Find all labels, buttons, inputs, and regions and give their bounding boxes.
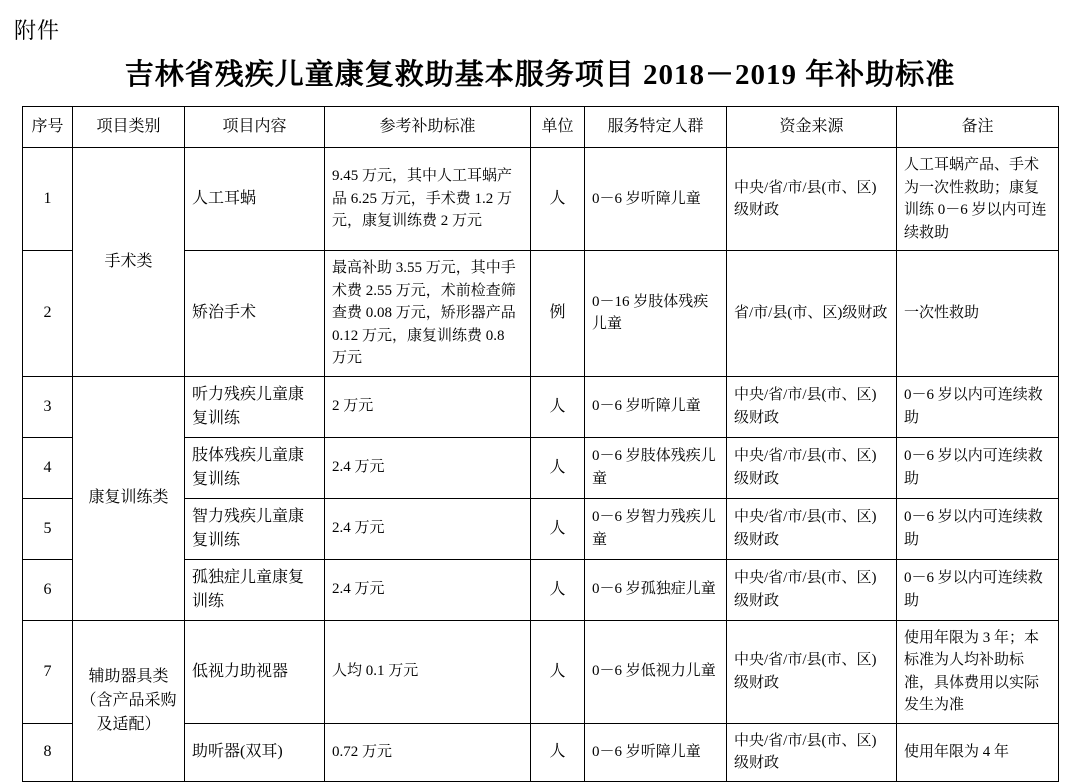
cell-funding: 省/市/县(市、区)级财政	[727, 251, 897, 377]
cell-unit: 人	[531, 376, 585, 437]
cell-standard: 2.4 万元	[325, 498, 531, 559]
cell-index: 3	[23, 376, 73, 437]
cell-group: 0－6 岁听障儿童	[585, 148, 727, 251]
cell-index: 5	[23, 498, 73, 559]
attachment-label: 附件	[14, 18, 61, 43]
table-row	[23, 620, 1059, 723]
column-header-note: 备注	[897, 107, 1059, 148]
cell-index: 4	[23, 437, 73, 498]
cell-group: 0－6 岁孤独症儿童	[585, 559, 727, 620]
cell-group: 0－6 岁低视力儿童	[585, 620, 727, 723]
cell-funding: 中央/省/市/县(市、区)级财政	[727, 723, 897, 781]
cell-category: 辅助器具类（含产品采购及适配）	[73, 620, 185, 781]
cell-unit: 人	[531, 620, 585, 723]
cell-note: 一次性救助	[897, 251, 1059, 377]
cell-standard: 2 万元	[325, 376, 531, 437]
cell-funding: 中央/省/市/县(市、区)级财政	[727, 559, 897, 620]
cell-group: 0－6 岁听障儿童	[585, 376, 727, 437]
cell-index: 7	[23, 620, 73, 723]
cell-standard: 2.4 万元	[325, 437, 531, 498]
cell-note: 0－6 岁以内可连续救助	[897, 498, 1059, 559]
cell-category: 康复训练类	[73, 376, 185, 620]
cell-item: 孤独症儿童康复训练	[185, 559, 325, 620]
cell-index: 2	[23, 251, 73, 377]
cell-standard: 0.72 万元	[325, 723, 531, 781]
cell-unit: 人	[531, 723, 585, 781]
cell-note: 使用年限为 4 年	[897, 723, 1059, 781]
subsidy-standards-table	[22, 106, 1059, 782]
column-header-item: 项目内容	[185, 107, 325, 148]
column-header-funding: 资金来源	[727, 107, 897, 148]
cell-category: 手术类	[73, 148, 185, 377]
cell-note: 人工耳蜗产品、手术为一次性救助；康复训练 0－6 岁以内可连续救助	[897, 148, 1059, 251]
cell-funding: 中央/省/市/县(市、区)级财政	[727, 376, 897, 437]
cell-unit: 人	[531, 148, 585, 251]
cell-item: 低视力助视器	[185, 620, 325, 723]
column-header-category: 项目类别	[73, 107, 185, 148]
cell-group: 0－6 岁智力残疾儿童	[585, 498, 727, 559]
cell-group: 0－16 岁肢体残疾儿童	[585, 251, 727, 377]
table-row	[23, 376, 1059, 437]
column-header-standard: 参考补助标准	[325, 107, 531, 148]
cell-index: 8	[23, 723, 73, 781]
cell-item: 肢体残疾儿童康复训练	[185, 437, 325, 498]
cell-group: 0－6 岁肢体残疾儿童	[585, 437, 727, 498]
cell-funding: 中央/省/市/县(市、区)级财政	[727, 498, 897, 559]
cell-note: 0－6 岁以内可连续救助	[897, 437, 1059, 498]
cell-funding: 中央/省/市/县(市、区)级财政	[727, 437, 897, 498]
cell-index: 1	[23, 148, 73, 251]
cell-standard: 9.45 万元，其中人工耳蜗产品 6.25 万元，手术费 1.2 万元，康复训练费 2 万元	[325, 148, 531, 251]
cell-unit: 例	[531, 251, 585, 377]
table-row	[23, 148, 1059, 251]
cell-standard: 最高补助 3.55 万元，其中手术费 2.55 万元，术前检查筛查费 0.08 万元，矫形器产品 0.12 万元，康复训练费 0.8 万元	[325, 251, 531, 377]
cell-item: 听力残疾儿童康复训练	[185, 376, 325, 437]
column-header-unit: 单位	[531, 107, 585, 148]
column-header-index: 序号	[23, 107, 73, 148]
cell-note: 0－6 岁以内可连续救助	[897, 376, 1059, 437]
cell-standard: 2.4 万元	[325, 559, 531, 620]
cell-unit: 人	[531, 498, 585, 559]
cell-note: 0－6 岁以内可连续救助	[897, 559, 1059, 620]
cell-funding: 中央/省/市/县(市、区)级财政	[727, 620, 897, 723]
column-header-group: 服务特定人群	[585, 107, 727, 148]
page-title: 吉林省残疾儿童康复救助基本服务项目 2018－2019 年补助标准	[124, 59, 956, 91]
cell-unit: 人	[531, 559, 585, 620]
cell-group: 0－6 岁听障儿童	[585, 723, 727, 781]
cell-item: 人工耳蜗	[185, 148, 325, 251]
cell-unit: 人	[531, 437, 585, 498]
cell-item: 助听器(双耳)	[185, 723, 325, 781]
subsidy-standards-table-wrapper	[22, 106, 1058, 782]
cell-item: 智力残疾儿童康复训练	[185, 498, 325, 559]
cell-funding: 中央/省/市/县(市、区)级财政	[727, 148, 897, 251]
cell-standard: 人均 0.1 万元	[325, 620, 531, 723]
cell-index: 6	[23, 559, 73, 620]
cell-note: 使用年限为 3 年；本标准为人均补助标准，具体费用以实际发生为准	[897, 620, 1059, 723]
cell-item: 矫治手术	[185, 251, 325, 377]
table-header-row	[23, 107, 1059, 148]
